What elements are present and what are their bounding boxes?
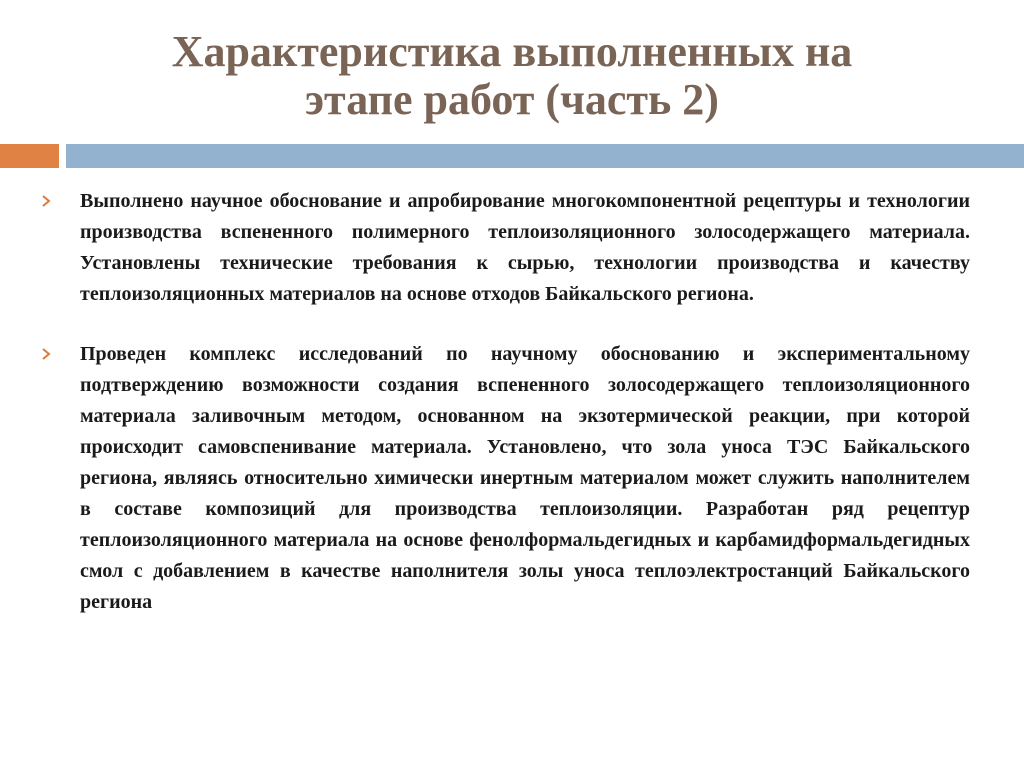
bullet-item [42, 339, 970, 618]
bullet-item [42, 186, 970, 310]
bullet-text: Выполнено научное обоснование и апробирование многокомпонентной рецептуры и технологии производства вспененного полимерного теплоизоляционного золосодержащего материала. Установлены технические требования к сырью, технологии производства и качеству теплоизоляционных материалов на основе отходов Байкальского региона. [80, 190, 970, 305]
arrow-bullet-icon [42, 348, 52, 360]
title-line-2: этапе работ (часть 2) [305, 75, 719, 124]
bullet-text: Проведен комплекс исследований по научному обоснованию и экспериментальному подтверждению возможности создания вспененного золосодержащего теплоизоляционного материала заливочным методом, основанном на экзотермической реакции, при которой происходит самовспенивание материала. Установлено, что зола уноса ТЭС Байкальского региона, являясь относительно химически инертным материалом может служить наполнителем в составе композиций для производства теплоизоляции. Разработан ряд рецептур теплоизоляционного материала на основе фенолформальдегидных и карбамидформальдегидных смол с добавлением в качестве наполнителя золы уноса теплоэлектростанций Байкальского региона [80, 343, 970, 613]
divider-accent-block [0, 144, 59, 168]
divider-bar [66, 144, 1024, 168]
arrow-bullet-icon [42, 195, 52, 207]
content-area [42, 186, 970, 647]
title-line-1: Характеристика выполненных на [171, 27, 853, 76]
slide-title [40, 28, 984, 124]
